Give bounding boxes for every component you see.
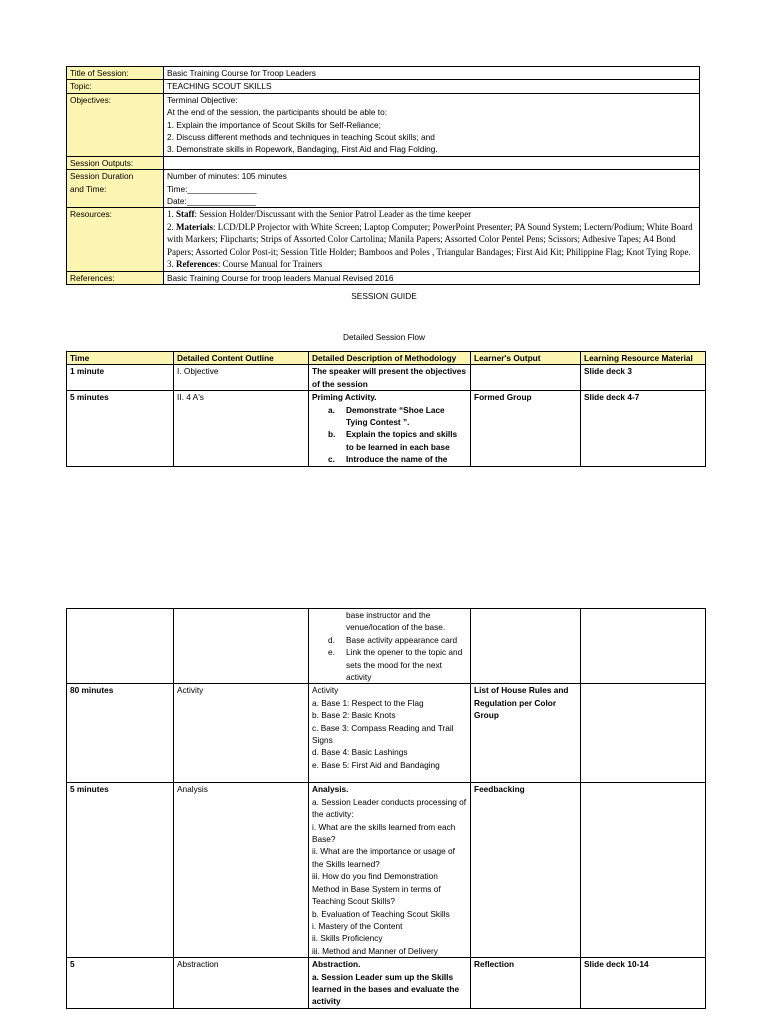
cell-time: 5 minutes [67,783,174,958]
session-guide-heading: SESSION GUIDE [351,291,417,301]
header-resource: Learning Resource Material [581,352,706,365]
objective-line: 1. Explain the importance of Scout Skills for Self-Reliance; [167,119,381,130]
cell-resource: Slide deck 4-7 [581,391,706,466]
topic-label: Topic: [67,80,164,93]
list-item: a. Demonstrate “Shoe Lace Tying Contest ”. [328,404,445,428]
desc-line: iii. How do you find Demonstration Method in Base System in terms of Teaching Scout Skills? [312,871,441,907]
list-item: e. Link the opener to the topic and sets the mood for the next activity [328,647,463,683]
desc-line: a. Session Leader conducts processing of the activity: [312,796,467,820]
desc-line: ii. Skills Proficiency [312,933,383,944]
objective-line: Terminal Objective: [167,94,238,105]
priming-list-continued [312,609,467,683]
table-row [67,391,706,466]
cell-desc [309,684,471,783]
cell-outline: Analysis [174,783,309,958]
cell-resource: Slide deck 3 [581,365,706,391]
desc-line: iii. Method and Manner of Delivery [312,945,438,956]
flow-header-row [67,352,706,365]
desc-line: e. Base 5: First Aid and Bandaging [312,759,440,770]
desc-line: Activity [312,685,339,696]
cell-time [67,609,174,684]
duration-label-line: and Time: [70,183,107,194]
cell-time: 1 minute [67,365,174,391]
references-label: References: [67,271,164,284]
list-item: c. Introduce the name of the [328,454,448,465]
topic-value: TEACHING SCOUT SKILLS [164,80,700,93]
resource-references: 3. References: Course Manual for Trainers [167,259,323,270]
cell-resource: Slide deck 10-14 [581,958,706,1009]
table-row [67,783,706,958]
desc-line: c. Base 3: Compass Reading and Trail Signs [312,722,454,746]
header-output: Learner's Output [471,352,581,365]
cell-desc [309,958,471,1009]
duration-label-line: Session Duration [70,171,134,182]
cell-output: Formed Group [471,391,581,466]
objectives-value [164,93,700,156]
cell-output: Reflection [471,958,581,1009]
header-time: Time [67,352,174,365]
desc-line: Abstraction. [312,959,361,970]
cell-resource [581,609,706,684]
cell-output: Feedbacking [471,783,581,958]
table-row [67,365,706,391]
cell-time: 80 minutes [67,684,174,783]
outputs-value [164,156,700,169]
references-value: Basic Training Course for troop leaders Manual Revised 2016 [164,271,700,284]
cell-outline: I. Objective [174,365,309,391]
table-row [67,609,706,684]
header-methodology: Detailed Description of Methodology [309,352,471,365]
desc-line: d. Base 4: Basic Lashings [312,747,408,758]
cell-outline: Activity [174,684,309,783]
list-item: d. Base activity appearance card [328,634,458,645]
cell-outline: II. 4 A's [174,391,309,466]
cell-time: 5 minutes [67,391,174,466]
references-text: : Course Manual for Trainers [217,259,323,270]
materials-bold: Materials [176,221,213,232]
cell-output: List of House Rules and Regulation per Color Group [471,684,581,783]
cell-resource [581,783,706,958]
title-label: Title of Session: [67,67,164,80]
list-item: b. Explain the topics and skills to be learned in each base [328,429,458,452]
resource-staff: 1. Staff: Session Holder/Discussant with the Senior Patrol Leader as the time keeper [167,209,472,220]
priming-list [312,404,467,466]
cell-desc [309,783,471,958]
duration-line: Date:_______________ [167,196,257,207]
outputs-label: Session Outputs: [67,156,164,169]
desc-line: i. Mastery of the Content [312,920,403,931]
cell-desc [309,391,471,466]
resources-label: Resources: [67,208,164,271]
session-flow-table [66,351,706,467]
duration-line: Time:_______________ [167,183,257,194]
resource-materials: 2. Materials: LCD/DLP Projector with White Screen; Laptop Computer; PowerPoint Presenter; PA Sound System; Lectern/Podium; White Board with Markers; Flipcharts; Strips of Assorted Color Cartolina; Manila Papers; Assorted Color Pentel Pens; Scissors; Adhesive Tapes; A4 Bond Papers; Assorted Color Post-it; Session Title Holder; Bamboos and Poles , Triangular Bandages; First Aid Kit; Philippine Flag; Knot Tying Rope. [167,221,693,257]
resources-value [164,208,700,271]
desc-title: Priming Activity. [312,392,377,403]
cell-time: 5 [67,958,174,1009]
duration-value [164,170,700,208]
desc-line: i. What are the skills learned from each Base? [312,821,456,845]
duration-line: Number of minutes: 105 minutes [167,171,287,182]
objective-line: 2. Discuss different methods and techniques in teaching Scout skills; and [167,132,435,143]
list-item: base instructor and the venue/location of the base. [346,610,446,633]
staff-bold: Staff [176,209,195,220]
table-row [67,958,706,1009]
cell-desc [309,609,471,684]
references-bold: References [176,259,218,270]
session-flow-table-continued [66,608,706,1009]
objectives-label: Objectives: [67,93,164,156]
desc-line: b. Evaluation of Teaching Scout Skills [312,908,450,919]
desc-line: b. Base 2: Basic Knots [312,710,396,721]
desc-line: Analysis. [312,784,349,795]
desc-line: a. Session Leader sum up the Skills learned in the bases and evaluate the activity [312,971,460,1007]
cell-outline: Abstraction [174,958,309,1009]
cell-outline [174,609,309,684]
cell-desc: The speaker will present the objectives of the session [309,365,471,391]
cell-output [471,365,581,391]
detailed-flow-heading: Detailed Session Flow [342,332,426,342]
table-row [67,684,706,783]
objective-line: 3. Demonstrate skills in Ropework, Bandaging, First Aid and Flag Folding. [167,144,438,155]
session-info-table [66,66,700,285]
staff-text: : Session Holder/Discussant with the Senior Patrol Leader as the time keeper [194,209,472,220]
cell-resource [581,684,706,783]
header-outline: Detailed Content Outline [174,352,309,365]
materials-text: : LCD/DLP Projector with White Screen; Laptop Computer; PowerPoint Presenter; PA Sound System; Lectern/Podium; White Board with Markers; Flipcharts; Strips of Assorted Color Cartolina; Manila Papers; Assorted Color Pentel Pens; Scissors; Adhesive Tapes; A4 Bond Papers; Assorted Color Post-it; Session Title Holder; Bamboos and Poles , Triangular Bandages; First Aid Kit; Philippine Flag; Knot Tying Rope. [167,221,693,257]
cell-output [471,609,581,684]
objective-line: At the end of the session, the participants should be able to: [167,107,388,118]
desc-line: ii. What are the importance or usage of the Skills learned? [312,846,455,869]
duration-label [67,170,164,208]
title-value: Basic Training Course for Troop Leaders [164,67,700,80]
desc-line: a. Base 1: Respect to the Flag [312,697,424,708]
